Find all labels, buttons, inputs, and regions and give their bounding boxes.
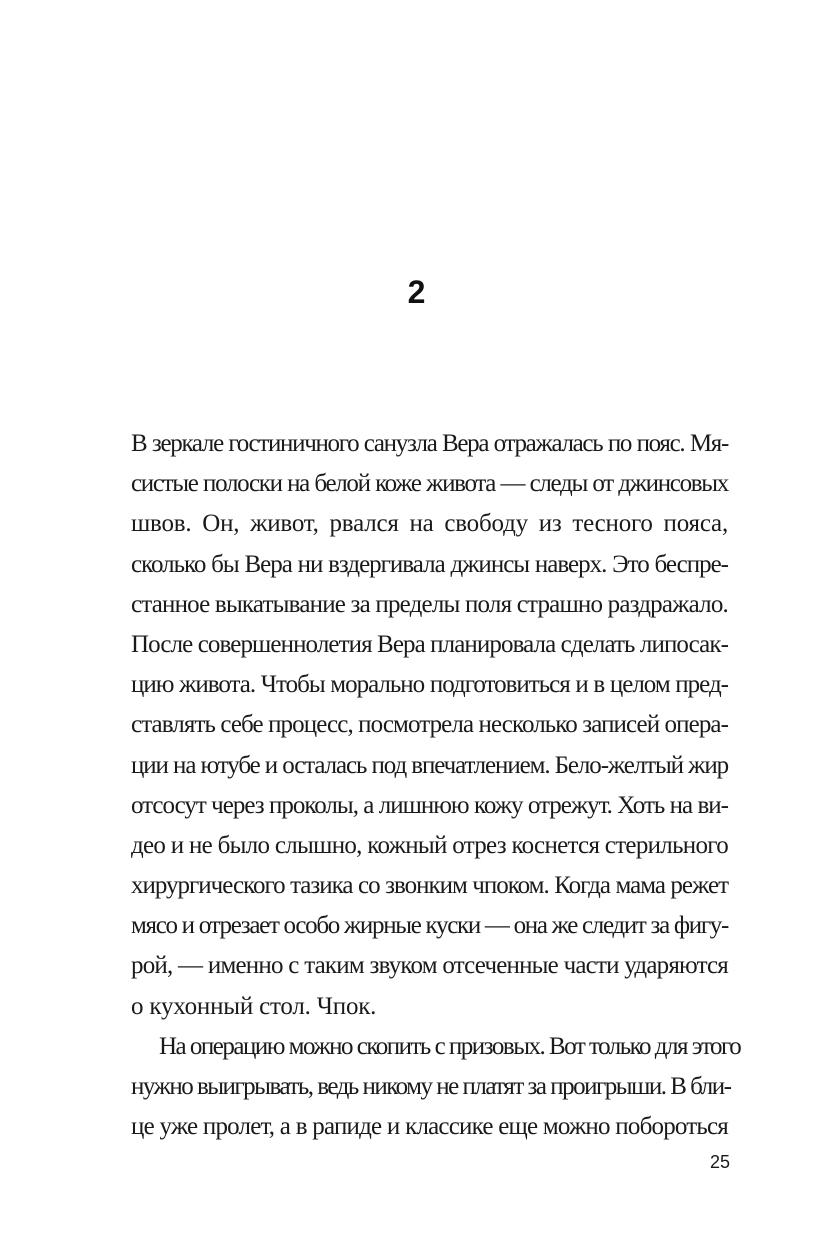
text-line: швов. Он, живот, рвался на свободу из тесного пояса, xyxy=(131,510,728,538)
text-line: сколько бы Вера ни вздергивала джинсы наверх. Это беспре- xyxy=(131,550,728,578)
paragraph-2 xyxy=(131,1027,741,1148)
chapter-number: 2 xyxy=(407,274,426,310)
text-line: о кухонный стол. Чпок. xyxy=(131,992,377,1020)
text-line: отсосут через проколы, а лишнюю кожу отрежут. Хоть на ви- xyxy=(131,791,728,819)
body-text xyxy=(131,424,741,1147)
text-line: систые полоски на белой коже живота — следы от джинсовых xyxy=(131,470,728,498)
text-line: рой, — именно с таким звуком отсеченные части ударяются xyxy=(131,952,728,980)
text-line: цию живота. Чтобы морально подготовиться и в целом пред- xyxy=(131,671,728,699)
text-line: део и не было слышно, кожный отрез коснется стерильного xyxy=(131,831,728,859)
text-line: В зеркале гостиничного санузла Вера отражалась по пояс. Мя- xyxy=(131,430,728,457)
text-line: мясо и отрезает особо жирные куски — она же следит за фигу- xyxy=(131,912,728,940)
text-line: После совершеннолетия Вера планировала сделать липосак- xyxy=(131,630,729,658)
text-line: нужно выигрывать, ведь никому не платят за проигрыши. В бли- xyxy=(131,1073,731,1100)
text-line: ции на ютубе и осталась под впечатлением. Бело-желтый жир xyxy=(131,751,728,779)
text-line: ставлять себе процесс, посмотрела несколько записей опера- xyxy=(131,711,729,739)
text-line: це уже пролет, а в рапиде и классике еще можно побороться xyxy=(131,1113,728,1141)
text-line: На операцию можно скопить с призовых. Вот только для этого xyxy=(159,1032,741,1060)
text-line: станное выкатывание за пределы поля страшно раздражало. xyxy=(131,590,728,618)
text-line: хирургического тазика со звонким чпоком. Когда мама режет xyxy=(131,872,728,900)
paragraph-1 xyxy=(131,424,728,1027)
page-number: 25 xyxy=(709,1152,730,1172)
